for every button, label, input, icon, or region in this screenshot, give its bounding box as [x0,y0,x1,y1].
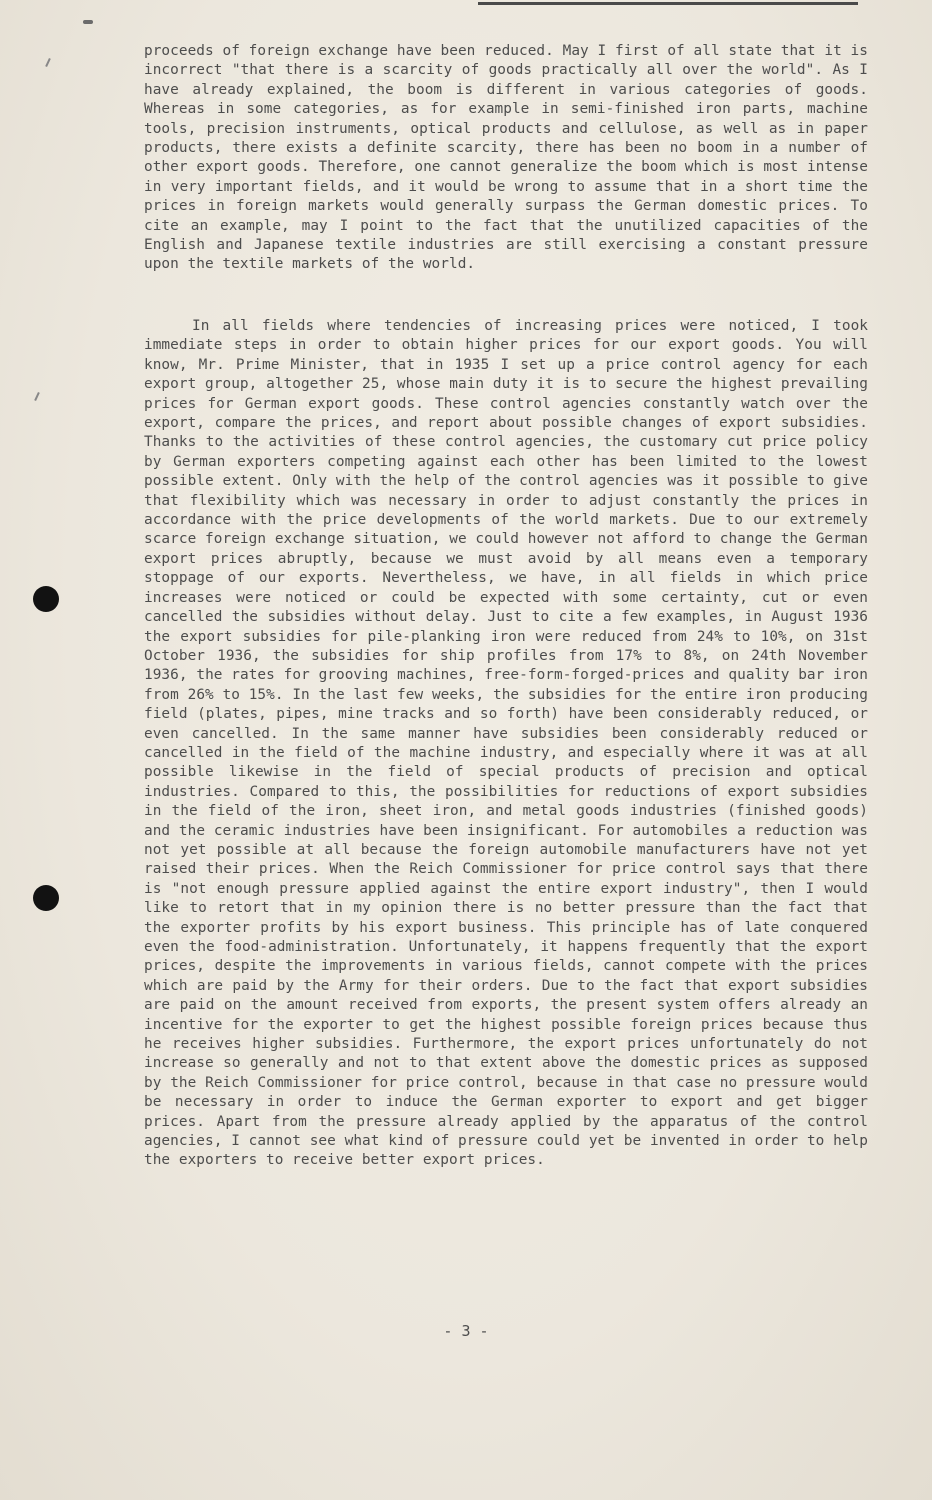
paragraph-continuation: proceeds of foreign exchange have been reduced. May I first of all state that it is incorrect "that there is a scarcity of goods practically all over the world". As I have already explained, the boom is different in various categories of goods. Whereas in some categories, as for example in semi-finished iron parts, machine tools, precision instruments, optical products and cellulose, as well as in paper products, there exists a definite scarcity, there has been no boom in a number of other export goods. Therefore, one cannot generalize the boom which is most intense in very important fields, and it would be wrong to assume that in a short time the prices in foreign markets would generally surpass the German domestic prices. To cite an example, may I point to the fact that the unutilized capacities of the English and Japanese textile industries are still exercising a constant pressure upon the textile markets of the world. [144,43,868,273]
margin-tick-mark [34,392,40,401]
corner-mark [83,20,93,24]
margin-tick-mark [45,58,51,67]
page-number: - 3 - [443,1322,489,1340]
top-rule-line [478,2,858,5]
punch-hole-icon [33,586,59,612]
punch-hole-icon [33,885,59,911]
paragraph-price-control: In all fields where tendencies of increasing prices were noticed, I took immediate steps in order to obtain higher prices for our export goods. You will know, Mr. Prime Minister, that in 1935 I set up a price control agency for each export group, altogether 25, whose main duty it is to secure the highest prevailing prices for German export goods. These control agencies constantly watch over the export, compare the prices, and report about possible changes of export subsidies. Thanks to the activities of these control agencies, the customary cut price policy by German exporters competing against each other has been limited to the lowest possible extent. Only with the help of the control agencies was it possible to give that flexibility which was necessary in order to adjust constantly the prices in accordance with the price developments of the world markets. Due to our extremely scarce foreign exchange situation, we could however not afford to change the German export prices abruptly, because we must avoid by all means even a temporary stoppage of our exports. Nevertheless, we have, in all fields in which price increases were noticed or could be expected with some certainty, cut or even cancelled the subsidies without delay. Just to cite a few examples, in August 1936 the export subsidies for pile-planking iron were reduced from 24% to 10%, on 31st October 1936, the subsidies for ship profiles from 17% to 8%, on 24th November 1936, the rates for grooving machines, free-form-forged-prices and quality bar iron from 26% to 15%. In the last few weeks, the subsidies for the entire iron producing field (plates, pipes, mine tracks and so forth) have been considerably reduced, or even cancelled. In the same manner have subsidies been considerably reduced or cancelled in the field of the machine industry, and especially where it was at all possible likewise in the field of special products of precision and optical industries. Compared to this, the possibilities for reductions of export subsidies in the field of the iron, sheet iron, and metal goods industries (finished goods) and the ceramic industries have been insignificant. For automobiles a reduction was not yet possible at all because the foreign automobile manufacturers have not yet raised their prices. When the Reich Commissioner for price control says that there is "not enough pressure applied against the entire export industry", then I would like to retort that in my opinion there is no better pressure than the fact that the exporter profits by his export business. This principle has of late conquered even the food-administration. Unfortunately, it happens frequently that the export prices, despite the improvements in various fields, cannot compete with the prices which are paid by the Army for their orders. Due to the fact that export subsidies are paid on the amount received from exports, the present system offers already an incentive for the exporter to get the highest possible foreign prices because thus he receives higher subsidies. Furthermore, the export prices unfortunately do not increase so generally and not to that extent above the domestic prices as supposed by the Reich Commissioner for price control, because in that case no pressure would be necessary in order to induce the German exporter to export and get bigger prices. Apart from the pressure already applied by the apparatus of the control agencies, I cannot see what kind of pressure could yet be invented in order to help the exporters to receive better export prices. [144,318,868,1169]
